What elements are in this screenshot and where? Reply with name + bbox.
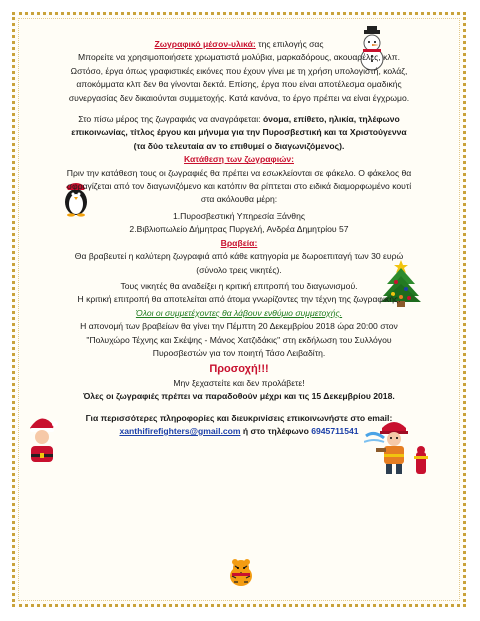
submission-line-1: Πριν την κατάθεση τους οι ζωγραφιές θα πρέπει να εσωκλείονται σε φάκελο. Ο φάκελος θα bbox=[66, 167, 412, 178]
materials-title-rest: της επιλογής σας bbox=[255, 39, 324, 49]
tiger-icon bbox=[226, 556, 256, 588]
awards-line-8: Πυροσβεστών για τον ποιητή Τάσο Λειβαδίτη. bbox=[152, 347, 326, 358]
awards-line-4: Η κριτική επιτροπή θα αποτελείται από άτομα γνωρίζοντες την τέχνη της ζωγραφικής. bbox=[77, 294, 401, 305]
materials-line-1: Μπορείτε να χρησιμοποιήσετε χρωματιστά μολύβια, μαρκαδόρους, ακουαρέλες, κλπ. bbox=[78, 52, 400, 63]
submission-place-1: 1.Πυροσβεστική Υπηρεσία Ξάνθης bbox=[172, 210, 305, 221]
back-fields-2: επικοινωνίας, τίτλος έργου και μήνυμα για την Πυροσβεστική και τα Χριστούγεννα bbox=[71, 127, 407, 138]
awards-line-5: Όλοι οι συμμετέχοντες θα λάβουν ενθύμιο συμμετοχής. bbox=[135, 307, 343, 318]
materials-title: Ζωγραφικό μέσον-υλικά: bbox=[154, 39, 256, 49]
contact-line-1: Για περισσότερες πληροφορίες και διευκρινίσεις επικοινωνήστε στο email: bbox=[85, 412, 393, 423]
materials-heading-line bbox=[30, 38, 448, 51]
back-fields-1: όνομα, επίθετο, ηλικία, τηλέφωνο bbox=[262, 114, 400, 125]
awards-title: Βραβεία: bbox=[220, 237, 258, 248]
submission-line-2: σφραγίζεται από τον διαγωνιζόμενο και κατόπιν θα ρίπτεται στο ειδικά διαμορφωμένο κουτί bbox=[66, 181, 412, 192]
awards-line-1: Θα βραβευτεί η καλύτερη ζωγραφιά από κάθε κατηγορία με δωροεπιταγή των 30 ευρώ bbox=[74, 251, 404, 262]
contact-phone-number: 6945711541 bbox=[311, 425, 359, 436]
submission-title: Κατάθεση των ζωγραφιών: bbox=[184, 154, 294, 165]
contact-line-2 bbox=[30, 425, 448, 438]
attention-line-1: Μην ξεχαστείτε και δεν προλάβετε! bbox=[173, 377, 305, 388]
back-info-line-1 bbox=[30, 113, 448, 126]
flyer-content bbox=[30, 38, 448, 438]
attention-line-2: Όλες οι ζωγραφιές πρέπει να παραδοθούν μέχρι και τις 15 Δεκεμβρίου 2018. bbox=[83, 391, 395, 402]
awards-line-2: (σύνολο τρεις νικητές). bbox=[196, 264, 282, 275]
submission-place-2: 2.Βιβλιοπωλείο Δήμητρας Πυργελή, Ανδρέα Δημητρίου 57 bbox=[129, 224, 349, 235]
back-intro: Στο πίσω μέρος της ζωγραφιάς να αναγράφεται: bbox=[78, 114, 263, 125]
contact-phone-text: ή στο τηλέφωνο bbox=[240, 425, 312, 436]
awards-line-7: "Πολυχώρο Τέχνης και Σκέψης - Μάνος Χατζιδάκις" στη εκδήλωση του Συλλόγου bbox=[86, 334, 392, 345]
materials-line-4: συνεργασίας δεν δικαιούνται συμμετοχής. Κατά κανόνα, το έργο πρέπει να είναι έγχρωμο. bbox=[68, 92, 410, 103]
back-note: (τα δύο τελευταία αν το επιθυμεί ο διαγωνιζόμενος). bbox=[133, 140, 345, 151]
attention-title: Προσοχή!!! bbox=[209, 363, 269, 376]
awards-line-6: Η απονομή των βραβείων θα γίνει την Πέμπτη 20 Δεκεμβρίου 2018 ώρα 20:00 στον bbox=[80, 321, 398, 332]
materials-line-3: αποκόμματα κλπ δεν θα γίνονται δεκτά. Επίσης, έργα που είναι αποτέλεσμα ομαδικής bbox=[76, 79, 402, 90]
awards-line-3: Τους νικητές θα αναδείξει η κριτική επιτροπή του διαγωνισμού. bbox=[120, 280, 358, 291]
contact-email-link[interactable]: xanthifirefighters@gmail.com bbox=[119, 425, 241, 436]
submission-line-3: στα ακόλουθα μέρη: bbox=[200, 194, 278, 205]
materials-line-2: Ωστόσο, έργα όπως γραφιστικές εικόνες που έχουν γίνει με τη χρήση υπολογιστή, κολάζ, bbox=[70, 65, 408, 76]
